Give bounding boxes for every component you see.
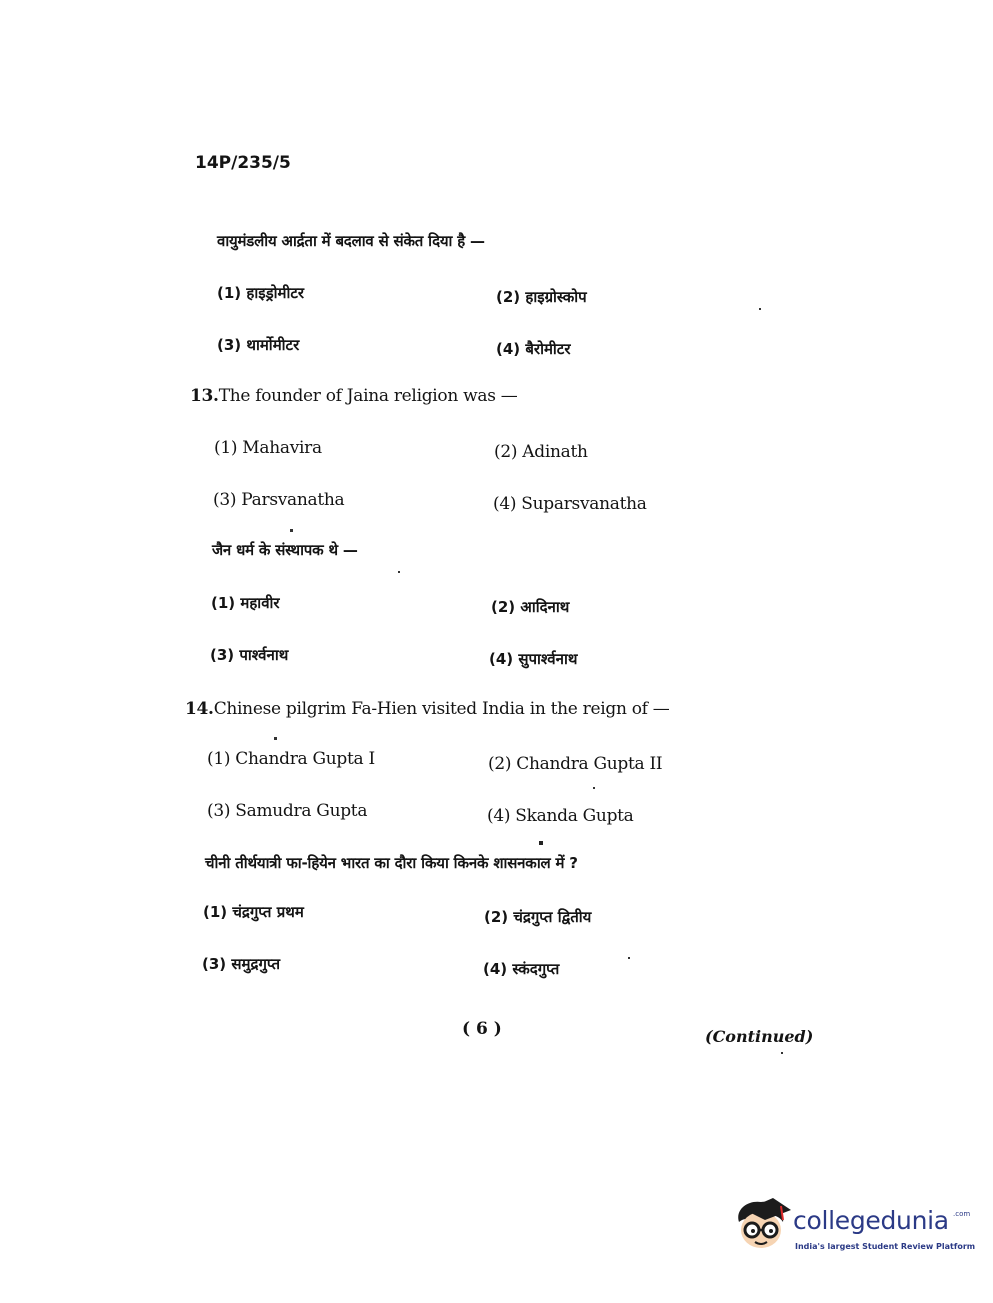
logo-wordmark: collegedunia	[793, 1206, 949, 1235]
q13-number: 13.	[190, 386, 219, 406]
q12-hindi-option-4: (4) बैरोमीटर	[496, 340, 571, 358]
q14-hindi-option-2: (2) चंद्रगुप्त द्वितीय	[484, 908, 592, 926]
q13-option-4: (4) Suparsvanatha	[493, 494, 647, 514]
scan-speck	[759, 308, 761, 310]
q12-hindi-option-2: (2) हाइग्रोस्कोप	[496, 288, 587, 306]
q14-option-1: (1) Chandra Gupta I	[207, 749, 375, 769]
q12-hindi-option-3: (3) थार्मोमीटर	[217, 336, 300, 354]
student-mascot-icon	[733, 1196, 793, 1258]
q13-hindi-option-2: (2) आदिनाथ	[491, 598, 570, 616]
q13-question-row	[190, 386, 517, 406]
q13-hindi-option-3: (3) पार्श्वनाथ	[210, 646, 289, 664]
logo-tagline: India's largest Student Review Platform	[795, 1242, 976, 1251]
q13-option-3: (3) Parsvanatha	[213, 490, 345, 510]
scan-speck	[274, 737, 277, 740]
q13-option-1: (1) Mahavira	[214, 438, 322, 458]
q14-option-3: (3) Samudra Gupta	[207, 801, 368, 821]
q13-hindi-option-1: (1) महावीर	[211, 594, 280, 612]
collegedunia-logo	[733, 1196, 976, 1266]
q14-question: Chinese pilgrim Fa-Hien visited India in the reign of —	[213, 699, 670, 719]
scan-speck	[628, 957, 630, 959]
q12-hindi-option-1: (1) हाइड्रोमीटर	[217, 284, 305, 302]
q14-option-2: (2) Chandra Gupta II	[488, 754, 663, 774]
q13-option-2: (2) Adinath	[494, 442, 588, 462]
scan-speck	[781, 1052, 783, 1054]
q13-question: The founder of Jaina religion was —	[218, 386, 518, 406]
q13-hindi-question: जैन धर्म के संस्थापक थे —	[212, 541, 358, 559]
q13-hindi-option-4: (4) सुपार्श्वनाथ	[489, 650, 578, 668]
paper-code: 14P/235/5	[195, 153, 291, 173]
scan-speck	[398, 571, 400, 573]
continued-label: (Continued)	[705, 1027, 814, 1046]
scan-speck	[290, 529, 293, 532]
q14-hindi-question: चीनी तीर्थयात्री फा-हियेन भारत का दौरा किया किनके शासनकाल में ?	[205, 854, 578, 872]
q14-hindi-option-3: (3) समुद्रगुप्त	[202, 955, 281, 973]
q14-option-4: (4) Skanda Gupta	[487, 806, 634, 826]
q12-hindi-question: वायुमंडलीय आर्द्रता में बदलाव से संकेत दिया है —	[217, 232, 485, 250]
page-number: ( 6 )	[462, 1019, 502, 1039]
q14-hindi-option-1: (1) चंद्रगुप्त प्रथम	[203, 903, 304, 921]
scan-speck	[593, 787, 595, 789]
q14-hindi-option-4: (4) स्कंदगुप्त	[483, 960, 560, 978]
q14-number: 14.	[185, 699, 214, 719]
scan-speck	[539, 841, 543, 845]
logo-suffix: .com	[953, 1210, 971, 1218]
q14-question-row	[185, 699, 669, 719]
